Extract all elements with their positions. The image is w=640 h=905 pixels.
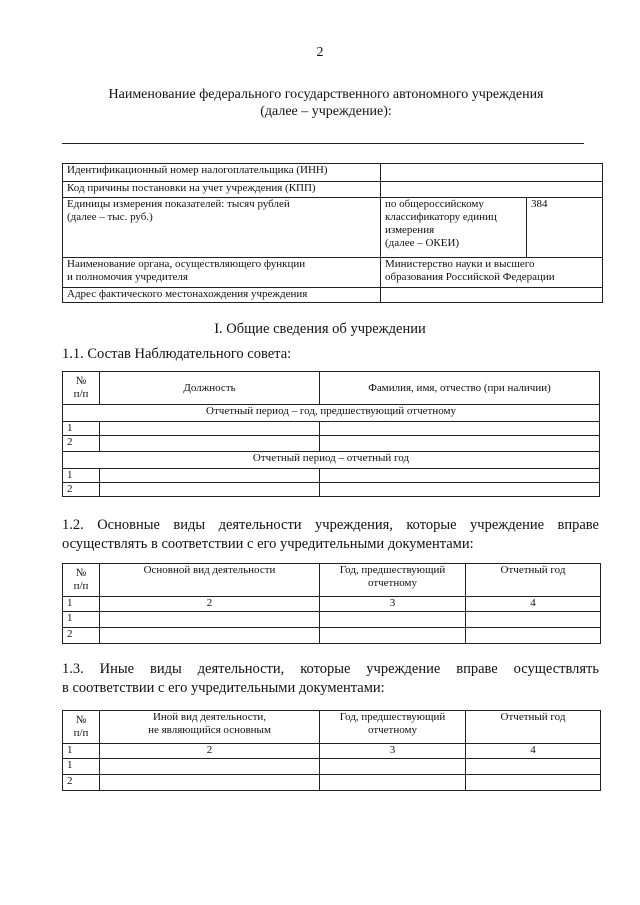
header-underline: [62, 143, 584, 144]
period-prev-row: Отчетный период – год, предшествующий отчетному: [63, 405, 600, 422]
table-row-num: 2: [63, 483, 100, 497]
table-row-num: 2: [63, 775, 100, 791]
okei-label-line-1: по общероссийскому: [385, 198, 484, 210]
subsection-1-3-line-1: 1.3. Иные виды деятельности, которые учреждение вправе осуществлять: [62, 661, 599, 677]
col-activity-header: [100, 711, 320, 744]
inn-label: Идентификационный номер налогоплательщика (ИНН): [63, 164, 381, 182]
kpp-value: [381, 182, 603, 198]
col-activity-line-2: не являющийся основным: [148, 724, 271, 736]
col-num-header-line-1: №: [75, 567, 87, 579]
kpp-label: Код причины постановки на учет учреждения (КПП): [63, 182, 381, 198]
organ-value-line-2: образования Российской Федерации: [385, 271, 555, 283]
num-cell: 4: [466, 744, 601, 759]
col-num-header-line-2: п/п: [73, 580, 89, 592]
table-row-num: 1: [63, 422, 100, 436]
col-num-header: [63, 564, 100, 597]
col-curr-year-header: Отчетный год: [466, 711, 601, 744]
num-cell: 3: [320, 744, 466, 759]
units-label: [63, 198, 381, 258]
okei-label-line-3: измерения: [385, 224, 435, 236]
table-row-num: 1: [63, 759, 100, 775]
subsection-1-2-line-1: 1.2. Основные виды деятельности учреждения, которые учреждение вправе: [62, 517, 599, 533]
col-activity-header: Основной вид деятельности: [100, 564, 320, 597]
organ-label: [63, 258, 381, 288]
inn-value: [381, 164, 603, 182]
organ-label-line-2: и полномочия учредителя: [67, 271, 188, 283]
table-row-num: 1: [63, 469, 100, 483]
subsection-1-2-title: [62, 516, 599, 554]
period-curr-row: Отчетный период – отчетный год: [63, 452, 600, 469]
col-prev-year-line-1: Год, предшествующий: [339, 564, 446, 576]
num-cell: 4: [466, 597, 601, 612]
table-row-num: 2: [63, 436, 100, 452]
council-table: [62, 371, 600, 497]
col-curr-year-header: Отчетный год: [466, 564, 601, 597]
section-title: I. Общие сведения об учреждении: [214, 321, 426, 337]
col-prev-year-header: [320, 564, 466, 597]
col-num-header-line-2: п/п: [73, 727, 89, 739]
col-position-header: Должность: [100, 372, 320, 405]
page-number: 2: [316, 45, 324, 60]
subsection-1-3-title: [62, 660, 599, 698]
document-header: [0, 86, 640, 120]
col-activity-line-1: Иной вид деятельности,: [152, 711, 267, 723]
num-cell: 3: [320, 597, 466, 612]
subsection-1-1-title: 1.1. Состав Наблюдательного совета:: [62, 346, 292, 362]
okei-label-line-2: классификатору единиц: [385, 211, 497, 223]
col-num-header-line-2: п/п: [73, 388, 89, 400]
col-num-header-line-1: №: [75, 714, 87, 726]
main-activity-table: [62, 563, 601, 644]
col-prev-year-line-1: Год, предшествующий: [339, 711, 446, 723]
units-label-line-2: (далее – тыс. руб.): [67, 211, 153, 223]
col-prev-year-line-2: отчетному: [367, 577, 418, 589]
col-name-header: Фамилия, имя, отчество (при наличии): [320, 372, 600, 405]
col-prev-year-line-2: отчетному: [367, 724, 418, 736]
num-cell: 2: [100, 597, 320, 612]
table-row-num: 1: [63, 612, 100, 628]
organ-label-line-1: Наименование органа, осуществляющего функции: [67, 258, 306, 270]
address-label: Адрес фактического местонахождения учреждения: [63, 288, 381, 303]
organ-value: [381, 258, 603, 288]
col-num-header-line-1: №: [75, 375, 87, 387]
header-line-1: Наименование федерального государственного автономного учреждения: [108, 87, 544, 102]
okei-label-line-4: (далее – ОКЕИ): [385, 237, 460, 249]
table-row-num: 2: [63, 628, 100, 644]
col-num-header: [63, 711, 100, 744]
other-activity-table: [62, 710, 601, 791]
address-value: [381, 288, 603, 303]
subsection-1-3-line-2: в соответствии с его учредительными документами:: [62, 680, 385, 696]
subsection-1-2-line-2: осуществлять в соответствии с его учредительными документами:: [62, 536, 474, 552]
header-line-2: (далее – учреждение):: [260, 104, 392, 119]
units-label-line-1: Единицы измерения показателей: тысяч рублей: [67, 198, 290, 210]
col-prev-year-header: [320, 711, 466, 744]
num-cell: 1: [63, 597, 100, 612]
okei-code: 384: [527, 198, 603, 258]
col-num-header: [63, 372, 100, 405]
okei-label: [381, 198, 527, 258]
info-table: [62, 163, 603, 303]
organ-value-line-1: Министерство науки и высшего: [385, 258, 535, 270]
num-cell: 2: [100, 744, 320, 759]
num-cell: 1: [63, 744, 100, 759]
